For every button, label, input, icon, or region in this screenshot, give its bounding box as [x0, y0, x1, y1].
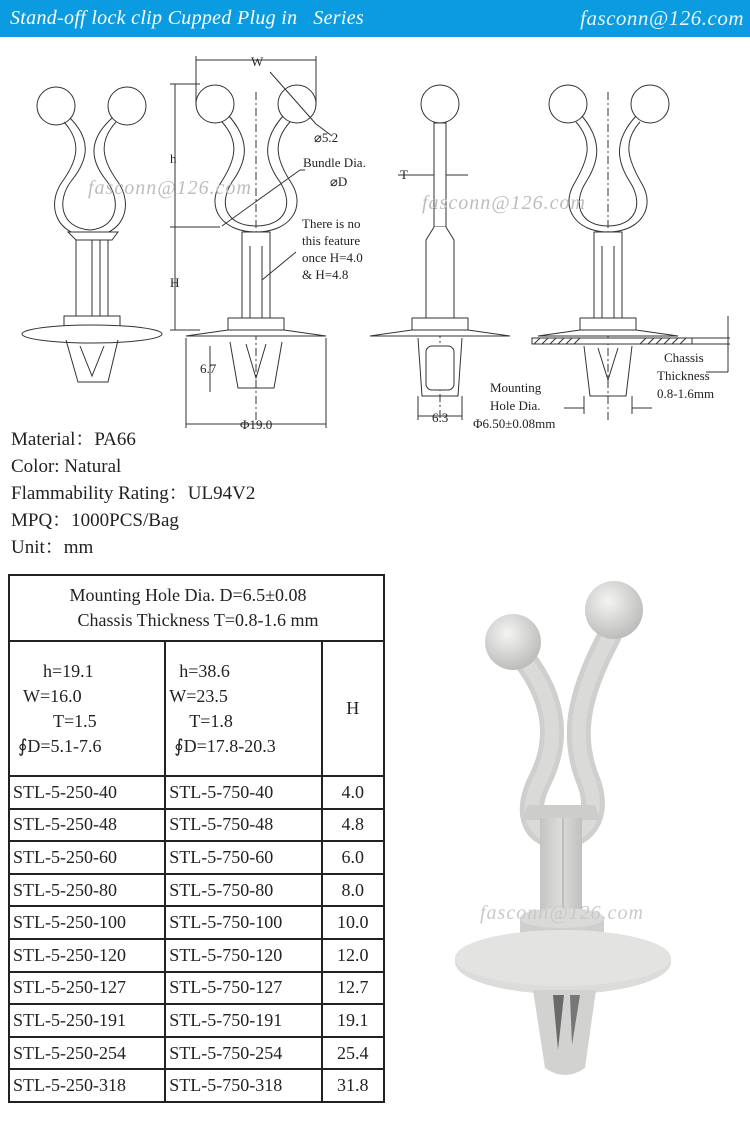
svg-text:6.3: 6.3 [432, 410, 449, 425]
isometric-outline-view [22, 87, 162, 382]
table-row: STL-5-250-40 STL-5-750-40 4.0 [9, 776, 384, 809]
part-number-table [8, 574, 385, 1103]
svg-text:this feature: this feature [302, 233, 361, 248]
clip-3d-render [455, 581, 671, 1075]
table-row: STL-5-250-120 STL-5-750-120 12.0 [9, 939, 384, 972]
svg-text:Φ19.0: Φ19.0 [240, 417, 273, 432]
table-row: STL-5-250-254 STL-5-750-254 25.4 [9, 1037, 384, 1070]
table-row: STL-5-250-60 STL-5-750-60 6.0 [9, 841, 384, 874]
svg-text:⌀5.2: ⌀5.2 [314, 130, 339, 145]
svg-text:H: H [170, 275, 180, 290]
svg-text:Φ6.50±0.08mm: Φ6.50±0.08mm [473, 416, 556, 431]
col1-dimensions: h=19.1 W=16.0 T=1.5 ∮D=5.1-7.6 [9, 641, 165, 776]
table-header-cell [9, 575, 384, 641]
svg-text:& H=4.8: & H=4.8 [302, 267, 349, 282]
spec-mpq: MPQ：1000PCS/Bag [11, 510, 179, 531]
svg-text:Mounting: Mounting [490, 380, 542, 395]
svg-text:0.8-1.6mm: 0.8-1.6mm [657, 386, 715, 401]
contact-email: fasconn@126.com [580, 6, 744, 30]
svg-text:once H=4.0: once H=4.0 [302, 250, 363, 265]
svg-text:h: h [170, 151, 177, 166]
table-header-row [9, 575, 384, 641]
col3-header: H [322, 641, 384, 776]
watermark-text: fasconn@126.com [422, 192, 586, 214]
technical-drawing [0, 37, 750, 432]
side-view [370, 85, 555, 431]
svg-text:There is no: There is no [302, 216, 361, 231]
front-dimension-view [186, 54, 366, 432]
spec-color: Color: Natural [11, 456, 122, 477]
table-row: STL-5-250-80 STL-5-750-80 8.0 [9, 874, 384, 907]
spec-unit: Unit：mm [11, 537, 94, 558]
svg-text:Hole Dia.: Hole Dia. [490, 398, 541, 413]
col2-dimensions: h=38.6 W=23.5 T=1.8 ∮D=17.8-20.3 [165, 641, 321, 776]
svg-text:Bundle Dia.: Bundle Dia. [303, 155, 366, 170]
product-render [450, 580, 750, 1110]
svg-text:T: T [400, 167, 408, 182]
mounting-hole-spec: Mounting Hole Dia. D=6.5±0.08 [69, 585, 307, 605]
page-title: Stand-off lock clip Cupped Plug in Series [10, 7, 364, 29]
table-row: STL-5-250-191 STL-5-750-191 19.1 [9, 1004, 384, 1037]
title-banner [0, 0, 750, 37]
svg-text:W: W [251, 54, 264, 69]
table-dims-row [9, 641, 384, 776]
spec-flammability: Flammability Rating：UL94V2 [11, 483, 256, 504]
svg-text:Chassis: Chassis [664, 350, 704, 365]
table-row: STL-5-250-100 STL-5-750-100 10.0 [9, 906, 384, 939]
svg-text:6.7: 6.7 [200, 361, 217, 376]
table-row: STL-5-250-48 STL-5-750-48 4.8 [9, 809, 384, 842]
svg-text:⌀D: ⌀D [330, 174, 348, 189]
table-row: STL-5-250-127 STL-5-750-127 12.7 [9, 972, 384, 1005]
svg-text:Thickness: Thickness [657, 368, 710, 383]
watermark-text: fasconn@126.com [480, 902, 644, 924]
table-row: STL-5-250-318 STL-5-750-318 31.8 [9, 1069, 384, 1102]
chassis-thickness-spec: Chassis Thickness T=0.8-1.6 mm [77, 610, 319, 630]
installed-view [532, 85, 730, 420]
spec-material: Material：PA66 [11, 429, 136, 450]
spec-list [11, 426, 255, 561]
watermark-text: fasconn@126.com [88, 177, 252, 199]
